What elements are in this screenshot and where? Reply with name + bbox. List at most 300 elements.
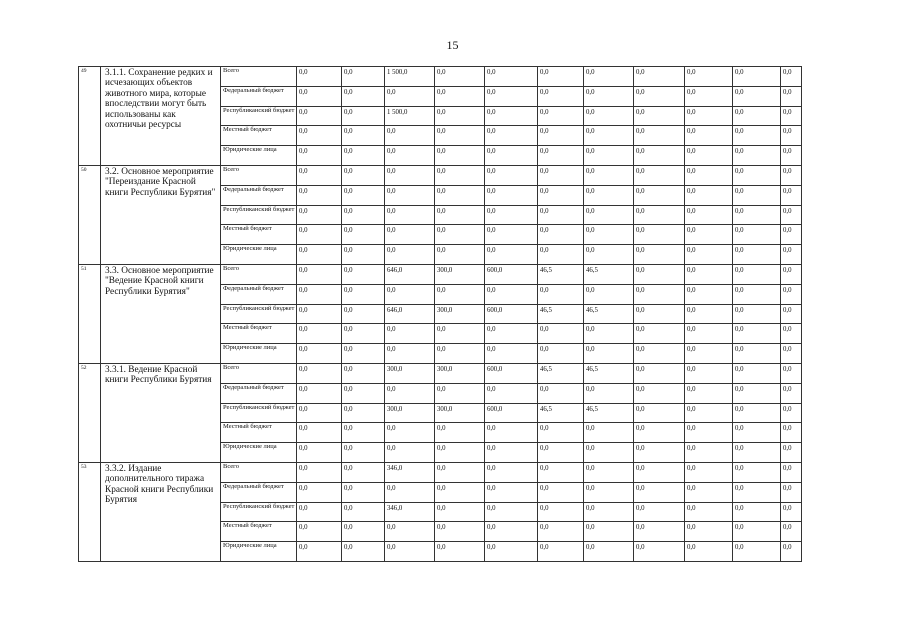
value-cell: 0,0 bbox=[538, 344, 584, 364]
value-cell: 0,0 bbox=[297, 403, 342, 423]
value-cell: 0,0 bbox=[733, 363, 781, 383]
table-row bbox=[79, 264, 802, 284]
funding-source: Юридические лица bbox=[221, 245, 297, 265]
value-cell: 0,0 bbox=[634, 363, 685, 383]
value-cell: 0,0 bbox=[485, 284, 538, 304]
value-cell: 0,0 bbox=[584, 185, 634, 205]
value-cell: 0,0 bbox=[435, 205, 485, 225]
value-cell: 0,0 bbox=[733, 304, 781, 324]
value-cell: 0,0 bbox=[485, 86, 538, 106]
value-cell: 46,5 bbox=[538, 403, 584, 423]
value-cell: 0,0 bbox=[733, 185, 781, 205]
value-cell: 0,0 bbox=[634, 324, 685, 344]
value-cell: 0,0 bbox=[435, 165, 485, 185]
value-cell: 0,0 bbox=[733, 324, 781, 344]
funding-source: Всего bbox=[221, 264, 297, 284]
value-cell: 0,0 bbox=[733, 344, 781, 364]
row-number: 51 bbox=[79, 264, 101, 363]
value-cell: 0,0 bbox=[685, 86, 733, 106]
value-cell: 0,0 bbox=[634, 482, 685, 502]
funding-source: Юридические лица bbox=[221, 542, 297, 562]
value-cell: 0,0 bbox=[685, 403, 733, 423]
value-cell: 0,0 bbox=[538, 284, 584, 304]
value-cell: 0,0 bbox=[781, 284, 802, 304]
value-cell: 0,0 bbox=[435, 462, 485, 482]
value-cell: 0,0 bbox=[685, 363, 733, 383]
value-cell: 0,0 bbox=[685, 462, 733, 482]
value-cell: 0,0 bbox=[297, 284, 342, 304]
value-cell: 0,0 bbox=[733, 106, 781, 126]
value-cell: 0,0 bbox=[781, 264, 802, 284]
value-cell: 0,0 bbox=[342, 146, 385, 166]
value-cell: 0,0 bbox=[781, 245, 802, 265]
value-cell: 0,0 bbox=[342, 126, 385, 146]
funding-source: Юридические лица bbox=[221, 443, 297, 463]
value-cell: 0,0 bbox=[435, 86, 485, 106]
value-cell: 0,0 bbox=[538, 106, 584, 126]
value-cell: 0,0 bbox=[634, 165, 685, 185]
value-cell: 0,0 bbox=[634, 185, 685, 205]
activity-name: 3.3. Основное мероприятие "Ведение Красной книги Республики Бурятия" bbox=[101, 264, 221, 363]
value-cell: 0,0 bbox=[342, 304, 385, 324]
value-cell: 0,0 bbox=[781, 423, 802, 443]
value-cell: 0,0 bbox=[342, 423, 385, 443]
value-cell: 0,0 bbox=[781, 165, 802, 185]
value-cell: 0,0 bbox=[733, 522, 781, 542]
value-cell: 0,0 bbox=[584, 126, 634, 146]
value-cell: 0,0 bbox=[685, 502, 733, 522]
value-cell: 0,0 bbox=[634, 146, 685, 166]
value-cell: 0,0 bbox=[342, 245, 385, 265]
value-cell: 0,0 bbox=[733, 482, 781, 502]
funding-source: Местный бюджет bbox=[221, 522, 297, 542]
value-cell: 346,0 bbox=[385, 462, 435, 482]
value-cell: 0,0 bbox=[538, 67, 584, 87]
funding-source: Всего bbox=[221, 462, 297, 482]
value-cell: 0,0 bbox=[385, 146, 435, 166]
value-cell: 300,0 bbox=[385, 363, 435, 383]
funding-source: Юридические лица bbox=[221, 146, 297, 166]
value-cell: 0,0 bbox=[385, 443, 435, 463]
value-cell: 46,5 bbox=[584, 264, 634, 284]
value-cell: 0,0 bbox=[385, 324, 435, 344]
value-cell: 0,0 bbox=[781, 225, 802, 245]
funding-source: Федеральный бюджет bbox=[221, 86, 297, 106]
funding-source: Республиканский бюджет bbox=[221, 304, 297, 324]
value-cell: 0,0 bbox=[297, 542, 342, 562]
value-cell: 0,0 bbox=[634, 205, 685, 225]
value-cell: 0,0 bbox=[435, 423, 485, 443]
value-cell: 0,0 bbox=[435, 146, 485, 166]
value-cell: 0,0 bbox=[297, 67, 342, 87]
value-cell: 0,0 bbox=[342, 205, 385, 225]
value-cell: 300,0 bbox=[435, 363, 485, 383]
value-cell: 346,0 bbox=[385, 502, 435, 522]
value-cell: 0,0 bbox=[485, 482, 538, 502]
table-row bbox=[79, 67, 802, 87]
value-cell: 0,0 bbox=[435, 185, 485, 205]
value-cell: 0,0 bbox=[297, 165, 342, 185]
value-cell: 0,0 bbox=[584, 205, 634, 225]
value-cell: 0,0 bbox=[435, 443, 485, 463]
value-cell: 0,0 bbox=[584, 225, 634, 245]
value-cell: 0,0 bbox=[733, 126, 781, 146]
value-cell: 0,0 bbox=[385, 383, 435, 403]
value-cell: 0,0 bbox=[733, 542, 781, 562]
value-cell: 46,5 bbox=[538, 363, 584, 383]
row-number: 50 bbox=[79, 165, 101, 264]
value-cell: 0,0 bbox=[538, 245, 584, 265]
value-cell: 0,0 bbox=[297, 304, 342, 324]
value-cell: 0,0 bbox=[781, 542, 802, 562]
value-cell: 0,0 bbox=[297, 502, 342, 522]
value-cell: 0,0 bbox=[584, 462, 634, 482]
value-cell: 0,0 bbox=[781, 462, 802, 482]
value-cell: 0,0 bbox=[584, 284, 634, 304]
value-cell: 0,0 bbox=[342, 383, 385, 403]
value-cell: 0,0 bbox=[781, 304, 802, 324]
value-cell: 0,0 bbox=[435, 482, 485, 502]
value-cell: 0,0 bbox=[634, 462, 685, 482]
value-cell: 0,0 bbox=[584, 324, 634, 344]
value-cell: 600,0 bbox=[485, 403, 538, 423]
value-cell: 0,0 bbox=[634, 423, 685, 443]
value-cell: 0,0 bbox=[634, 67, 685, 87]
value-cell: 646,0 bbox=[385, 304, 435, 324]
value-cell: 0,0 bbox=[733, 423, 781, 443]
value-cell: 0,0 bbox=[685, 423, 733, 443]
value-cell: 0,0 bbox=[733, 443, 781, 463]
value-cell: 0,0 bbox=[733, 462, 781, 482]
value-cell: 0,0 bbox=[385, 126, 435, 146]
value-cell: 0,0 bbox=[685, 542, 733, 562]
value-cell: 0,0 bbox=[781, 403, 802, 423]
funding-source: Местный бюджет bbox=[221, 225, 297, 245]
activity-name: 3.3.2. Издание дополнительного тиража Красной книги Республики Бурятия bbox=[101, 462, 221, 561]
funding-source: Всего bbox=[221, 363, 297, 383]
value-cell: 0,0 bbox=[781, 324, 802, 344]
table-row bbox=[79, 363, 802, 383]
value-cell: 0,0 bbox=[538, 423, 584, 443]
value-cell: 1 500,0 bbox=[385, 67, 435, 87]
value-cell: 0,0 bbox=[781, 205, 802, 225]
value-cell: 0,0 bbox=[342, 522, 385, 542]
value-cell: 0,0 bbox=[538, 86, 584, 106]
value-cell: 0,0 bbox=[385, 225, 435, 245]
value-cell: 0,0 bbox=[781, 502, 802, 522]
value-cell: 0,0 bbox=[485, 205, 538, 225]
value-cell: 0,0 bbox=[685, 304, 733, 324]
value-cell: 0,0 bbox=[385, 245, 435, 265]
value-cell: 0,0 bbox=[733, 146, 781, 166]
value-cell: 0,0 bbox=[685, 344, 733, 364]
value-cell: 0,0 bbox=[685, 324, 733, 344]
funding-source: Юридические лица bbox=[221, 344, 297, 364]
value-cell: 0,0 bbox=[297, 106, 342, 126]
value-cell: 0,0 bbox=[733, 284, 781, 304]
value-cell: 0,0 bbox=[297, 225, 342, 245]
value-cell: 0,0 bbox=[538, 502, 584, 522]
value-cell: 0,0 bbox=[342, 264, 385, 284]
value-cell: 0,0 bbox=[685, 126, 733, 146]
value-cell: 0,0 bbox=[297, 482, 342, 502]
value-cell: 0,0 bbox=[685, 482, 733, 502]
funding-source: Федеральный бюджет bbox=[221, 482, 297, 502]
value-cell: 0,0 bbox=[538, 205, 584, 225]
value-cell: 0,0 bbox=[733, 86, 781, 106]
value-cell: 46,5 bbox=[538, 264, 584, 284]
value-cell: 0,0 bbox=[685, 185, 733, 205]
value-cell: 0,0 bbox=[385, 205, 435, 225]
value-cell: 0,0 bbox=[297, 205, 342, 225]
page-number: 15 bbox=[446, 38, 459, 52]
value-cell: 0,0 bbox=[435, 383, 485, 403]
value-cell: 0,0 bbox=[685, 443, 733, 463]
value-cell: 300,0 bbox=[385, 403, 435, 423]
value-cell: 0,0 bbox=[538, 225, 584, 245]
funding-source: Республиканский бюджет bbox=[221, 403, 297, 423]
value-cell: 0,0 bbox=[733, 225, 781, 245]
value-cell: 0,0 bbox=[485, 542, 538, 562]
value-cell: 0,0 bbox=[342, 344, 385, 364]
value-cell: 0,0 bbox=[435, 126, 485, 146]
value-cell: 0,0 bbox=[342, 542, 385, 562]
value-cell: 0,0 bbox=[538, 443, 584, 463]
row-number: 53 bbox=[79, 462, 101, 561]
value-cell: 0,0 bbox=[685, 205, 733, 225]
value-cell: 0,0 bbox=[297, 245, 342, 265]
value-cell: 300,0 bbox=[435, 304, 485, 324]
value-cell: 0,0 bbox=[485, 126, 538, 146]
value-cell: 0,0 bbox=[634, 86, 685, 106]
activity-name: 3.3.1. Ведение Красной книги Республики Бурятия bbox=[101, 363, 221, 462]
value-cell: 0,0 bbox=[297, 146, 342, 166]
value-cell: 0,0 bbox=[538, 146, 584, 166]
value-cell: 600,0 bbox=[485, 264, 538, 284]
value-cell: 0,0 bbox=[781, 86, 802, 106]
value-cell: 0,0 bbox=[385, 542, 435, 562]
activity-name: 3.1.1. Сохранение редких и исчезающих объектов животного мира, которые впоследствии могут быть использованы как охотничьи ресурсы bbox=[101, 67, 221, 166]
value-cell: 0,0 bbox=[584, 502, 634, 522]
value-cell: 0,0 bbox=[342, 363, 385, 383]
value-cell: 0,0 bbox=[584, 344, 634, 364]
value-cell: 0,0 bbox=[485, 443, 538, 463]
value-cell: 0,0 bbox=[634, 245, 685, 265]
value-cell: 0,0 bbox=[435, 106, 485, 126]
value-cell: 0,0 bbox=[485, 185, 538, 205]
value-cell: 0,0 bbox=[342, 482, 385, 502]
value-cell: 0,0 bbox=[342, 67, 385, 87]
value-cell: 0,0 bbox=[781, 106, 802, 126]
funding-source: Федеральный бюджет bbox=[221, 284, 297, 304]
value-cell: 0,0 bbox=[485, 245, 538, 265]
value-cell: 0,0 bbox=[685, 106, 733, 126]
budget-table bbox=[78, 66, 802, 562]
value-cell: 0,0 bbox=[634, 126, 685, 146]
value-cell: 0,0 bbox=[584, 423, 634, 443]
value-cell: 0,0 bbox=[733, 383, 781, 403]
value-cell: 0,0 bbox=[685, 67, 733, 87]
value-cell: 0,0 bbox=[733, 502, 781, 522]
value-cell: 0,0 bbox=[781, 482, 802, 502]
value-cell: 0,0 bbox=[781, 363, 802, 383]
value-cell: 0,0 bbox=[342, 462, 385, 482]
value-cell: 0,0 bbox=[685, 383, 733, 403]
value-cell: 0,0 bbox=[435, 245, 485, 265]
value-cell: 0,0 bbox=[485, 423, 538, 443]
value-cell: 0,0 bbox=[342, 284, 385, 304]
value-cell: 0,0 bbox=[297, 185, 342, 205]
value-cell: 0,0 bbox=[685, 522, 733, 542]
value-cell: 0,0 bbox=[685, 264, 733, 284]
value-cell: 0,0 bbox=[485, 502, 538, 522]
value-cell: 0,0 bbox=[584, 482, 634, 502]
value-cell: 0,0 bbox=[685, 146, 733, 166]
value-cell: 46,5 bbox=[538, 304, 584, 324]
value-cell: 0,0 bbox=[485, 146, 538, 166]
value-cell: 0,0 bbox=[297, 126, 342, 146]
value-cell: 46,5 bbox=[584, 304, 634, 324]
value-cell: 0,0 bbox=[538, 542, 584, 562]
value-cell: 0,0 bbox=[781, 126, 802, 146]
value-cell: 646,0 bbox=[385, 264, 435, 284]
value-cell: 0,0 bbox=[538, 165, 584, 185]
value-cell: 0,0 bbox=[485, 324, 538, 344]
value-cell: 0,0 bbox=[297, 86, 342, 106]
value-cell: 0,0 bbox=[584, 443, 634, 463]
value-cell: 0,0 bbox=[485, 106, 538, 126]
funding-source: Местный бюджет bbox=[221, 324, 297, 344]
value-cell: 0,0 bbox=[584, 245, 634, 265]
value-cell: 0,0 bbox=[385, 86, 435, 106]
value-cell: 0,0 bbox=[634, 443, 685, 463]
value-cell: 0,0 bbox=[733, 205, 781, 225]
value-cell: 0,0 bbox=[634, 383, 685, 403]
value-cell: 0,0 bbox=[485, 344, 538, 364]
value-cell: 0,0 bbox=[385, 185, 435, 205]
value-cell: 0,0 bbox=[385, 284, 435, 304]
value-cell: 0,0 bbox=[584, 542, 634, 562]
value-cell: 0,0 bbox=[297, 363, 342, 383]
value-cell: 0,0 bbox=[685, 245, 733, 265]
table-row bbox=[79, 165, 802, 185]
value-cell: 0,0 bbox=[733, 245, 781, 265]
value-cell: 0,0 bbox=[781, 344, 802, 364]
value-cell: 0,0 bbox=[584, 383, 634, 403]
value-cell: 0,0 bbox=[385, 344, 435, 364]
value-cell: 0,0 bbox=[634, 284, 685, 304]
value-cell: 0,0 bbox=[733, 264, 781, 284]
value-cell: 0,0 bbox=[342, 443, 385, 463]
value-cell: 0,0 bbox=[733, 403, 781, 423]
value-cell: 0,0 bbox=[584, 146, 634, 166]
value-cell: 0,0 bbox=[634, 264, 685, 284]
value-cell: 46,5 bbox=[584, 363, 634, 383]
value-cell: 0,0 bbox=[435, 284, 485, 304]
row-number: 49 bbox=[79, 67, 101, 166]
funding-source: Республиканский бюджет bbox=[221, 205, 297, 225]
value-cell: 0,0 bbox=[435, 324, 485, 344]
value-cell: 0,0 bbox=[538, 462, 584, 482]
value-cell: 0,0 bbox=[485, 383, 538, 403]
activity-name: 3.2. Основное мероприятие "Переиздание Красной книги Республики Бурятия" bbox=[101, 165, 221, 264]
value-cell: 1 500,0 bbox=[385, 106, 435, 126]
value-cell: 0,0 bbox=[538, 383, 584, 403]
value-cell: 0,0 bbox=[297, 324, 342, 344]
value-cell: 600,0 bbox=[485, 304, 538, 324]
value-cell: 0,0 bbox=[297, 462, 342, 482]
value-cell: 600,0 bbox=[485, 363, 538, 383]
value-cell: 0,0 bbox=[485, 522, 538, 542]
value-cell: 0,0 bbox=[385, 423, 435, 443]
value-cell: 0,0 bbox=[342, 403, 385, 423]
value-cell: 0,0 bbox=[435, 542, 485, 562]
value-cell: 0,0 bbox=[435, 502, 485, 522]
value-cell: 0,0 bbox=[634, 502, 685, 522]
value-cell: 0,0 bbox=[634, 225, 685, 245]
value-cell: 0,0 bbox=[342, 225, 385, 245]
value-cell: 0,0 bbox=[634, 522, 685, 542]
value-cell: 0,0 bbox=[297, 344, 342, 364]
value-cell: 0,0 bbox=[584, 522, 634, 542]
value-cell: 0,0 bbox=[685, 165, 733, 185]
value-cell: 0,0 bbox=[781, 443, 802, 463]
value-cell: 0,0 bbox=[297, 443, 342, 463]
funding-source: Республиканский бюджет bbox=[221, 502, 297, 522]
value-cell: 0,0 bbox=[385, 482, 435, 502]
value-cell: 0,0 bbox=[634, 542, 685, 562]
value-cell: 0,0 bbox=[733, 165, 781, 185]
value-cell: 0,0 bbox=[634, 344, 685, 364]
value-cell: 0,0 bbox=[342, 86, 385, 106]
funding-source: Республиканский бюджет bbox=[221, 106, 297, 126]
value-cell: 0,0 bbox=[634, 106, 685, 126]
value-cell: 0,0 bbox=[584, 106, 634, 126]
value-cell: 0,0 bbox=[781, 383, 802, 403]
value-cell: 0,0 bbox=[538, 324, 584, 344]
funding-source: Местный бюджет bbox=[221, 423, 297, 443]
funding-source: Всего bbox=[221, 67, 297, 87]
value-cell: 0,0 bbox=[634, 304, 685, 324]
funding-source: Федеральный бюджет bbox=[221, 185, 297, 205]
value-cell: 0,0 bbox=[342, 324, 385, 344]
value-cell: 0,0 bbox=[435, 225, 485, 245]
value-cell: 0,0 bbox=[781, 522, 802, 542]
value-cell: 0,0 bbox=[538, 126, 584, 146]
value-cell: 0,0 bbox=[342, 106, 385, 126]
funding-source: Федеральный бюджет bbox=[221, 383, 297, 403]
value-cell: 0,0 bbox=[435, 67, 485, 87]
value-cell: 0,0 bbox=[297, 383, 342, 403]
value-cell: 0,0 bbox=[781, 185, 802, 205]
value-cell: 0,0 bbox=[297, 522, 342, 542]
value-cell: 0,0 bbox=[634, 403, 685, 423]
value-cell: 300,0 bbox=[435, 403, 485, 423]
row-number: 52 bbox=[79, 363, 101, 462]
value-cell: 0,0 bbox=[538, 482, 584, 502]
value-cell: 0,0 bbox=[685, 225, 733, 245]
funding-source: Местный бюджет bbox=[221, 126, 297, 146]
value-cell: 300,0 bbox=[435, 264, 485, 284]
value-cell: 0,0 bbox=[733, 67, 781, 87]
value-cell: 0,0 bbox=[584, 67, 634, 87]
value-cell: 0,0 bbox=[342, 165, 385, 185]
funding-source: Всего bbox=[221, 165, 297, 185]
value-cell: 0,0 bbox=[485, 225, 538, 245]
value-cell: 0,0 bbox=[342, 185, 385, 205]
table-row bbox=[79, 462, 802, 482]
value-cell: 0,0 bbox=[385, 522, 435, 542]
